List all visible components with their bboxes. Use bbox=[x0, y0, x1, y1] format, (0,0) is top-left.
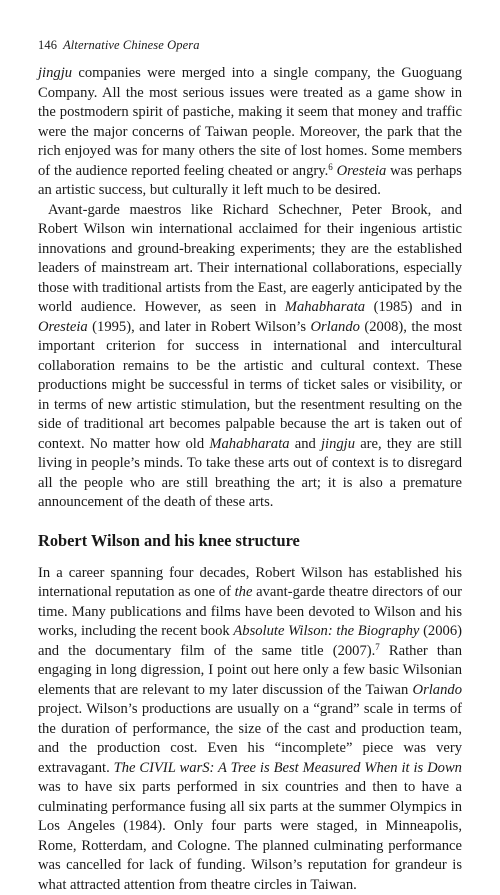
italic-title: The CIVIL warS: A Tree is Best Measured When it is Down bbox=[114, 760, 462, 776]
italic-term: jingju bbox=[38, 65, 72, 81]
text-run: (1995), and later in Robert Wilson’s bbox=[88, 319, 311, 335]
text-run: and bbox=[290, 436, 321, 452]
footnote-ref-6: 6 bbox=[328, 162, 333, 172]
italic-title: Oresteia bbox=[38, 319, 88, 335]
section-heading: Robert Wilson and his knee structure bbox=[38, 531, 462, 551]
paragraph-2 bbox=[38, 201, 462, 513]
italic-title: Mahabharata bbox=[285, 299, 365, 315]
text-run: Avant-garde maestros like Richard Schechner, Peter Brook, and Robert Wilson win international acclaimed for their ingenious artistic innovations and ground-breaking experiments; they are the established leaders of mainstream art. Their international collaborations, especially those with traditional artists from the East, are eagerly anticipated by the world audience. However, as seen in bbox=[38, 202, 462, 316]
text-run: project. Wilson’s productions are usually on a “grand” scale in terms of the duration of performance, the size of the cast and production team, and the production cost. Even his “incomplete” piece was very extravagant. bbox=[38, 701, 462, 776]
page-number: 146 bbox=[38, 38, 57, 52]
text-run: Rather than engaging in long digression, I point out here only a few basic Wilsonian elements that are relevant to my later discussion of the Taiwan bbox=[38, 643, 462, 698]
italic-title: Orlando bbox=[310, 319, 359, 335]
italic-emphasis: the bbox=[235, 584, 253, 600]
text-run: are, they are still living in people’s minds. To take these arts out of context is to disregard all the people who are still breathing the art; it is also a premature announcement of the death of these arts. bbox=[38, 436, 462, 511]
body-text bbox=[38, 64, 462, 895]
italic-title: Absolute Wilson: the Biography bbox=[233, 623, 419, 639]
text-run: was to have six parts performed in six countries and then to have a culminating performance fusing all six parts at the summer Olympics in Los Angeles (1984). Only four parts were staged, in Minneapolis, Rome, Rotterdam, and Cologne. The planned culminating performance was cancelled for lack of funding. Wilson’s reputation for grandeur is what attracted attention from theatre circles in Taiwan. bbox=[38, 779, 462, 893]
footnote-ref-7: 7 bbox=[375, 642, 380, 652]
italic-title: Mahabharata bbox=[209, 436, 289, 452]
paragraph-3 bbox=[38, 564, 462, 895]
paragraph-1 bbox=[38, 64, 462, 201]
text-run: companies were merged into a single company, the Guoguang Company. All the most serious issues were treated as a game show in the postmodern spirit of pastiche, making it seem that money and traffic were the major concerns of Taiwan people. Moreover, the park that the rich enjoyed was for many others the site of lost homes. Some members of the audience reported feeling cheated or angry. bbox=[38, 65, 462, 179]
text-run: (2006) and the documentary film of the same title (2007). bbox=[38, 623, 462, 659]
text-run: avant-garde theatre directors of our time. Many publications and films have been devoted to Wilson and his works, including the recent book bbox=[38, 584, 462, 639]
text-run: (1985) and in bbox=[365, 299, 462, 315]
book-title: Alternative Chinese Opera bbox=[63, 38, 200, 52]
running-head bbox=[38, 38, 200, 53]
text-run: (2008), the most important criterion for success in international and intercultural collaboration remains to be the artistic and cultural context. These productions might be successful in terms of ticket sales or visibility, or in terms of new artistic stimulation, but the resentment resulting on the side of traditional art becomes palpable because the art is taken out of context. No matter how old bbox=[38, 319, 462, 452]
italic-term: jingju bbox=[321, 436, 355, 452]
italic-title: Oresteia bbox=[337, 163, 387, 179]
text-run: was perhaps an artistic success, but culturally it left much to be desired. bbox=[38, 163, 462, 199]
italic-title: Orlando bbox=[413, 682, 462, 698]
text-run: In a career spanning four decades, Robert Wilson has established his international reputation as one of bbox=[38, 565, 462, 601]
